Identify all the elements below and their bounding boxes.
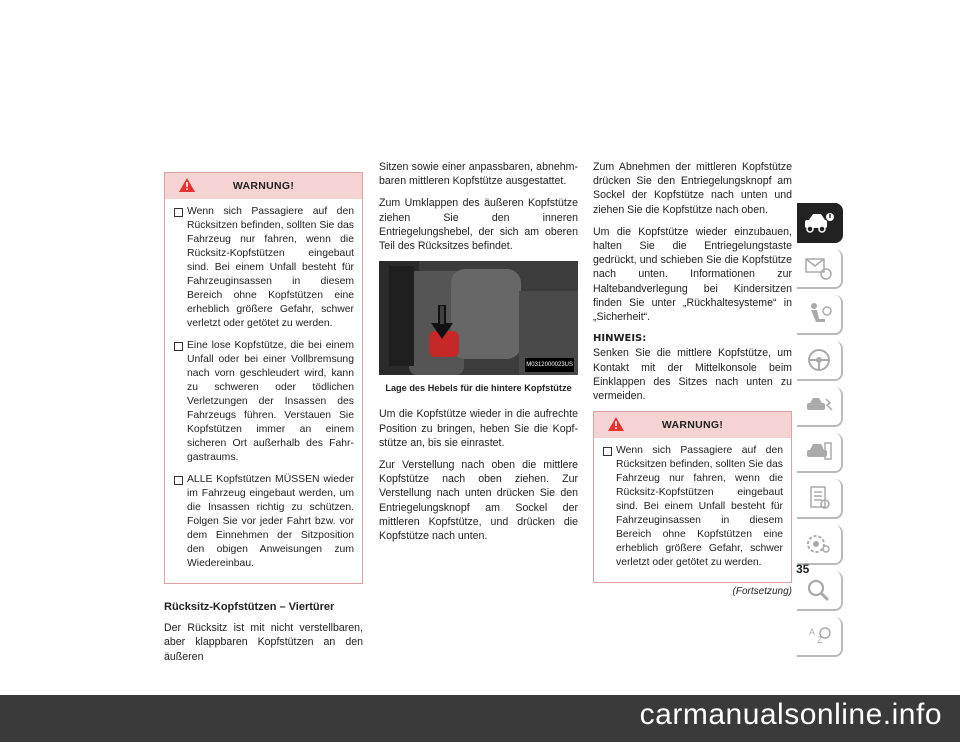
chapter-tabs	[797, 203, 843, 663]
warning-title: WARNUNG!	[661, 419, 724, 432]
tab-steering-wheel[interactable]	[797, 341, 843, 381]
steering-wheel-icon	[803, 347, 835, 373]
paragraph: Zum Umklappen des äußeren Kopfstütze ziehen Sie den inneren Entriegelungshebel, der sich am oberen Teil des Rücksitzes befindet.	[379, 197, 578, 253]
image-caption: Lage des Hebels für die hintere Kopfstütze	[385, 383, 572, 394]
svg-text:A: A	[809, 627, 816, 637]
headrest-lever-image	[379, 261, 578, 375]
car-service-icon	[803, 439, 835, 465]
hinweis-label: HINWEIS:	[593, 333, 647, 345]
index-icon	[803, 623, 835, 649]
paragraph: Der Rücksitz ist mit nicht verstellbaren, aber klappbaren Kopfstützen an den äußeren	[164, 622, 363, 663]
warning-title: WARNUNG!	[232, 180, 295, 192]
column-2	[379, 160, 578, 551]
hinweis-text: Senken Sie die mittlere Kopfstütze, um Kontakt mit der Mittelkonsole beim Einklappen des Sitzes nach unten zu vermeiden.	[593, 347, 792, 403]
column-3	[593, 160, 792, 599]
warning-list	[594, 438, 791, 582]
warning-item: Wenn sich Passagiere auf den Rücksitzen befinden, sollten Sie das Fahrzeug nur fahren, wenn die Rücksitz-Kopfstützen eingebaut sind. Bei einem Unfall besteht für Fahrzeuginsassen in diesem Bereich ohne Kopfstützen eine erheblich größere Gefahr, schwer verletzt oder getötet zu werden.	[173, 205, 354, 331]
warning-item: Eine lose Kopfstütze, die bei einem Unfall oder bei einer Vollbremsung nach vorn geschleudert wird, kann zu schweren oder tödlichen Verletzungen der Insassen des Fahrzeugs führen. Verstauen Sie Kopfstützen immer an einem sicheren Ort außerhalb des Fahrgastraums.	[173, 339, 354, 465]
car-info-icon	[803, 211, 835, 233]
mail-settings-icon	[803, 255, 835, 281]
person-seat-icon	[803, 301, 835, 327]
tab-mail-settings[interactable]	[797, 249, 843, 289]
continued-note: (Fortsetzung)	[732, 586, 792, 598]
search-icon	[803, 577, 835, 603]
paragraph: Zum Abnehmen der mittleren Kopfstütze drücken Sie den Entriegelungsknopf am Sockel der Kopfstütze nach unten und ziehen Sie die Kopfstütze nach oben.	[593, 161, 792, 216]
footer-bar	[0, 695, 960, 742]
paragraph: Zur Verstellung nach oben die mittlere Kopfstütze nach oben ziehen. Zur Verstellung nach unten drücken Sie den Entriegelungsknopf am Sockel der mittleren Kopfstütze, und drücken die Kopfstütze nach unten.	[379, 459, 578, 543]
paragraph: Um die Kopfstütze wieder einzubauen, halten Sie die Entriegelungstaste gedrückt, und schieben Sie die Kopfstütze nach unten. Informationen zur Haltebandverlegung bei Kindersitzen finden Sie unter „Rückhaltesysteme“ in „Sicherheit“.	[593, 225, 792, 324]
warning-item: ALLE Kopfstützen MÜSSEN wieder im Fahrzeug eingebaut werden, um die Insassen richtig zu schützen. Folgen Sie vor jeder Fahrt bzw. vor dem Einnehmen der Sitzposition den obigen Anweisungen zum Wiedereinbau.	[173, 473, 354, 571]
warning-box-2	[593, 411, 792, 583]
checklist-icon	[803, 485, 835, 511]
section-heading: Rücksitz-Kopfstützen – Viertürer	[164, 601, 335, 613]
warning-triangle-icon	[179, 178, 195, 192]
tab-car-service[interactable]	[797, 433, 843, 473]
warning-header	[594, 412, 791, 438]
crash-icon	[803, 393, 835, 419]
tab-index[interactable]	[797, 617, 843, 657]
warning-list	[165, 199, 362, 583]
tab-car-info[interactable]	[797, 203, 843, 243]
warning-header	[165, 173, 362, 199]
settings-gauge-icon	[803, 531, 835, 557]
paragraph: Um die Kopfstütze wieder in die aufrechte Position zu bringen, heben Sie die Kopfstütze an, bis sie einrastet.	[379, 408, 578, 449]
warning-item: Wenn sich Passagiere auf den Rücksitzen befinden, sollten Sie das Fahrzeug nur fahren, wenn die Rücksitz-Kopfstützen eingebaut sind. Bei einem Unfall besteht für Fahrzeuginsassen in diesem Bereich ohne Kopfstützen eine erheblich größere Gefahr, schwer verletzt oder getötet zu werden.	[602, 444, 783, 570]
page-number: 35	[796, 562, 810, 576]
warning-box-1	[164, 172, 363, 584]
footer-watermark[interactable]: carmanualsonline.info	[639, 698, 942, 731]
svg-text:Z: Z	[817, 635, 823, 645]
tab-checklist[interactable]	[797, 479, 843, 519]
tab-search[interactable]	[797, 571, 843, 611]
image-code: M0312000023US	[525, 358, 574, 372]
warning-triangle-icon	[608, 417, 624, 431]
tab-settings-gauge[interactable]	[797, 525, 843, 565]
tab-person-seat[interactable]	[797, 295, 843, 335]
tab-crash[interactable]	[797, 387, 843, 427]
paragraph: Sitzen sowie einer anpassbaren, abnehmbaren mittleren Kopfstütze ausgestattet.	[379, 161, 578, 188]
column-1	[164, 172, 363, 672]
